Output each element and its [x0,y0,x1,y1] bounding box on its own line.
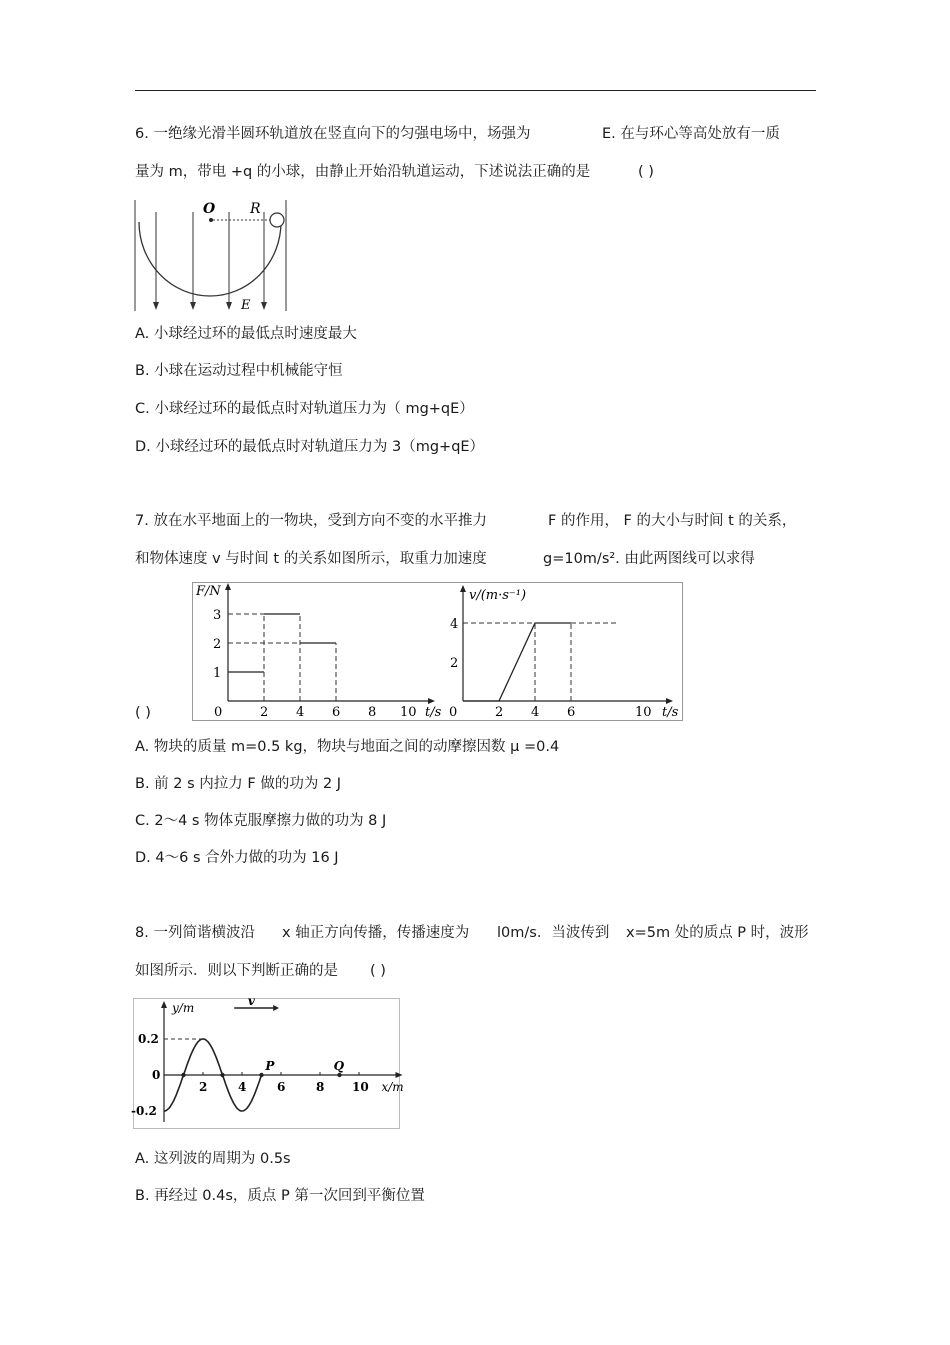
q6-option-c: C. 小球经过环的最低点时对轨道压力为（ mg+qE） [135,401,474,417]
q6-option-d: D. 小球经过环的最低点时对轨道压力为 3（mg+qE） [135,439,485,455]
q7-option-d: D. 4～6 s 合外力做的功为 16 J [135,850,339,866]
f-x-tick: 8 [368,705,377,720]
q7-stem-line2-a: 和物体速度 v 与时间 t 的关系如图所示，取重力加速度 [135,551,487,567]
w-label-p: P [265,1059,275,1073]
w-x-tick: 2 [199,1080,208,1094]
w-zero-crossing-dot [220,1073,224,1077]
v-x-arrow [666,698,673,704]
w-label-q: Q [333,1059,345,1073]
q7-bracket: ( ) [135,705,151,721]
q6-stem-line1-b: E. 在与环心等高处放有一质 [602,126,780,142]
v-y-arrow [460,585,466,592]
q6-bracket: ( ) [638,164,654,180]
v-x-tick: 0 [449,705,458,720]
v-x-tick: 6 [567,705,576,720]
v-y-label: v/(m·s⁻¹) [469,588,527,603]
q7-velocity-chart [442,582,682,722]
q6-figure [133,196,288,314]
q6-field-lines [156,212,264,308]
q7-option-c: C. 2～4 s 物体克服摩擦力做的功为 8 J [135,813,387,829]
f-y-tick: 3 [213,608,222,623]
v-series-line [463,623,571,701]
f-x-tick: 6 [332,705,341,720]
q8-option-a: A. 这列波的周期为 0.5s [135,1151,291,1167]
q7-stem-line1-b: F 的作用， F 的大小与时间 t 的关系， [548,513,797,529]
q7-stem-line2-b: g=10m/s². 由此两图线可以求得 [543,551,755,567]
q6-label-o: O [203,201,216,217]
v-x-tick: 4 [531,705,540,720]
q8-stem-line1-c: l0m/s．当波传到 [497,925,610,941]
q8-stem-line1-d: x=5m 处的质点 P 时，波形 [626,925,809,941]
q7-stem-line1-a: 7. 放在水平地面上的一物块，受到方向不变的水平推力 [135,513,487,529]
q8-stem-line1-b: x 轴正方向传播，传播速度为 [282,925,470,941]
f-y-arrow [225,583,231,590]
q6-option-a: A. 小球经过环的最低点时速度最大 [135,326,357,342]
q6-center-dot [209,218,213,222]
q7-option-a: A. 物块的质量 m=0.5 kg，物块与地面之间的动摩擦因数 μ =0.4 [135,739,560,755]
w-x-label: x/m [381,1080,404,1094]
q7-option-b: B. 前 2 s 内拉力 F 做的功为 2 J [135,776,342,792]
v-x-tick: 10 [635,705,652,720]
header-rule [135,90,816,91]
v-x-label: t/s [662,705,679,720]
q8-wave-chart [131,994,404,1130]
w-x-tick: 10 [352,1080,369,1094]
f-y-label: F/N [196,584,221,599]
f-x-label: t/s [425,705,442,720]
w-x-tick: 8 [316,1080,325,1094]
q8-stem-line1-a: 8. 一列简谐横波沿 [135,925,255,941]
q6-ball [270,213,284,227]
v-y-tick: 2 [450,656,459,671]
q6-stem-line2: 量为 m，带电 +q 的小球，由静止开始沿轨道运动，下述说法正确的是 [135,164,591,180]
q6-semicircle-track [139,222,281,296]
v-x-tick: 2 [495,705,504,720]
f-x-tick: 10 [400,705,417,720]
w-point-q-dot [337,1073,341,1077]
w-label-v: v [247,994,255,1008]
v-y-tick: 4 [450,617,459,632]
q6-option-b: B. 小球在运动过程中机械能守恒 [135,363,343,379]
q6-stem-line1: 6. 一绝缘光滑半圆环轨道放在竖直向下的匀强电场中，场强为 [135,126,531,142]
w-y-tick: -0.2 [131,1104,157,1118]
w-x-tick: 4 [238,1080,247,1094]
w-y-tick: 0.2 [138,1032,159,1046]
f-x-tick: 4 [296,705,305,720]
w-y-arrow [161,1001,167,1008]
w-zero-crossing-dot [181,1073,185,1077]
q6-label-e: E [241,298,251,313]
q8-stem-line2: 如图所示．则以下判断正确的是 [135,963,338,979]
q8-bracket: ( ) [370,963,386,979]
w-y-label: y/m [172,1001,195,1015]
w-zero-crossing-dot [259,1073,263,1077]
q6-label-r: R [250,201,261,217]
w-velocity-arrowhead [273,1005,279,1011]
w-y-tick: 0 [152,1068,161,1082]
f-y-tick: 2 [213,637,222,652]
w-x-tick: 6 [277,1080,286,1094]
f-x-tick: 0 [214,705,223,720]
q7-force-chart [192,582,442,722]
f-x-tick: 2 [260,705,269,720]
f-y-tick: 1 [213,666,222,681]
q8-option-b: B. 再经过 0.4s，质点 P 第一次回到平衡位置 [135,1188,425,1204]
